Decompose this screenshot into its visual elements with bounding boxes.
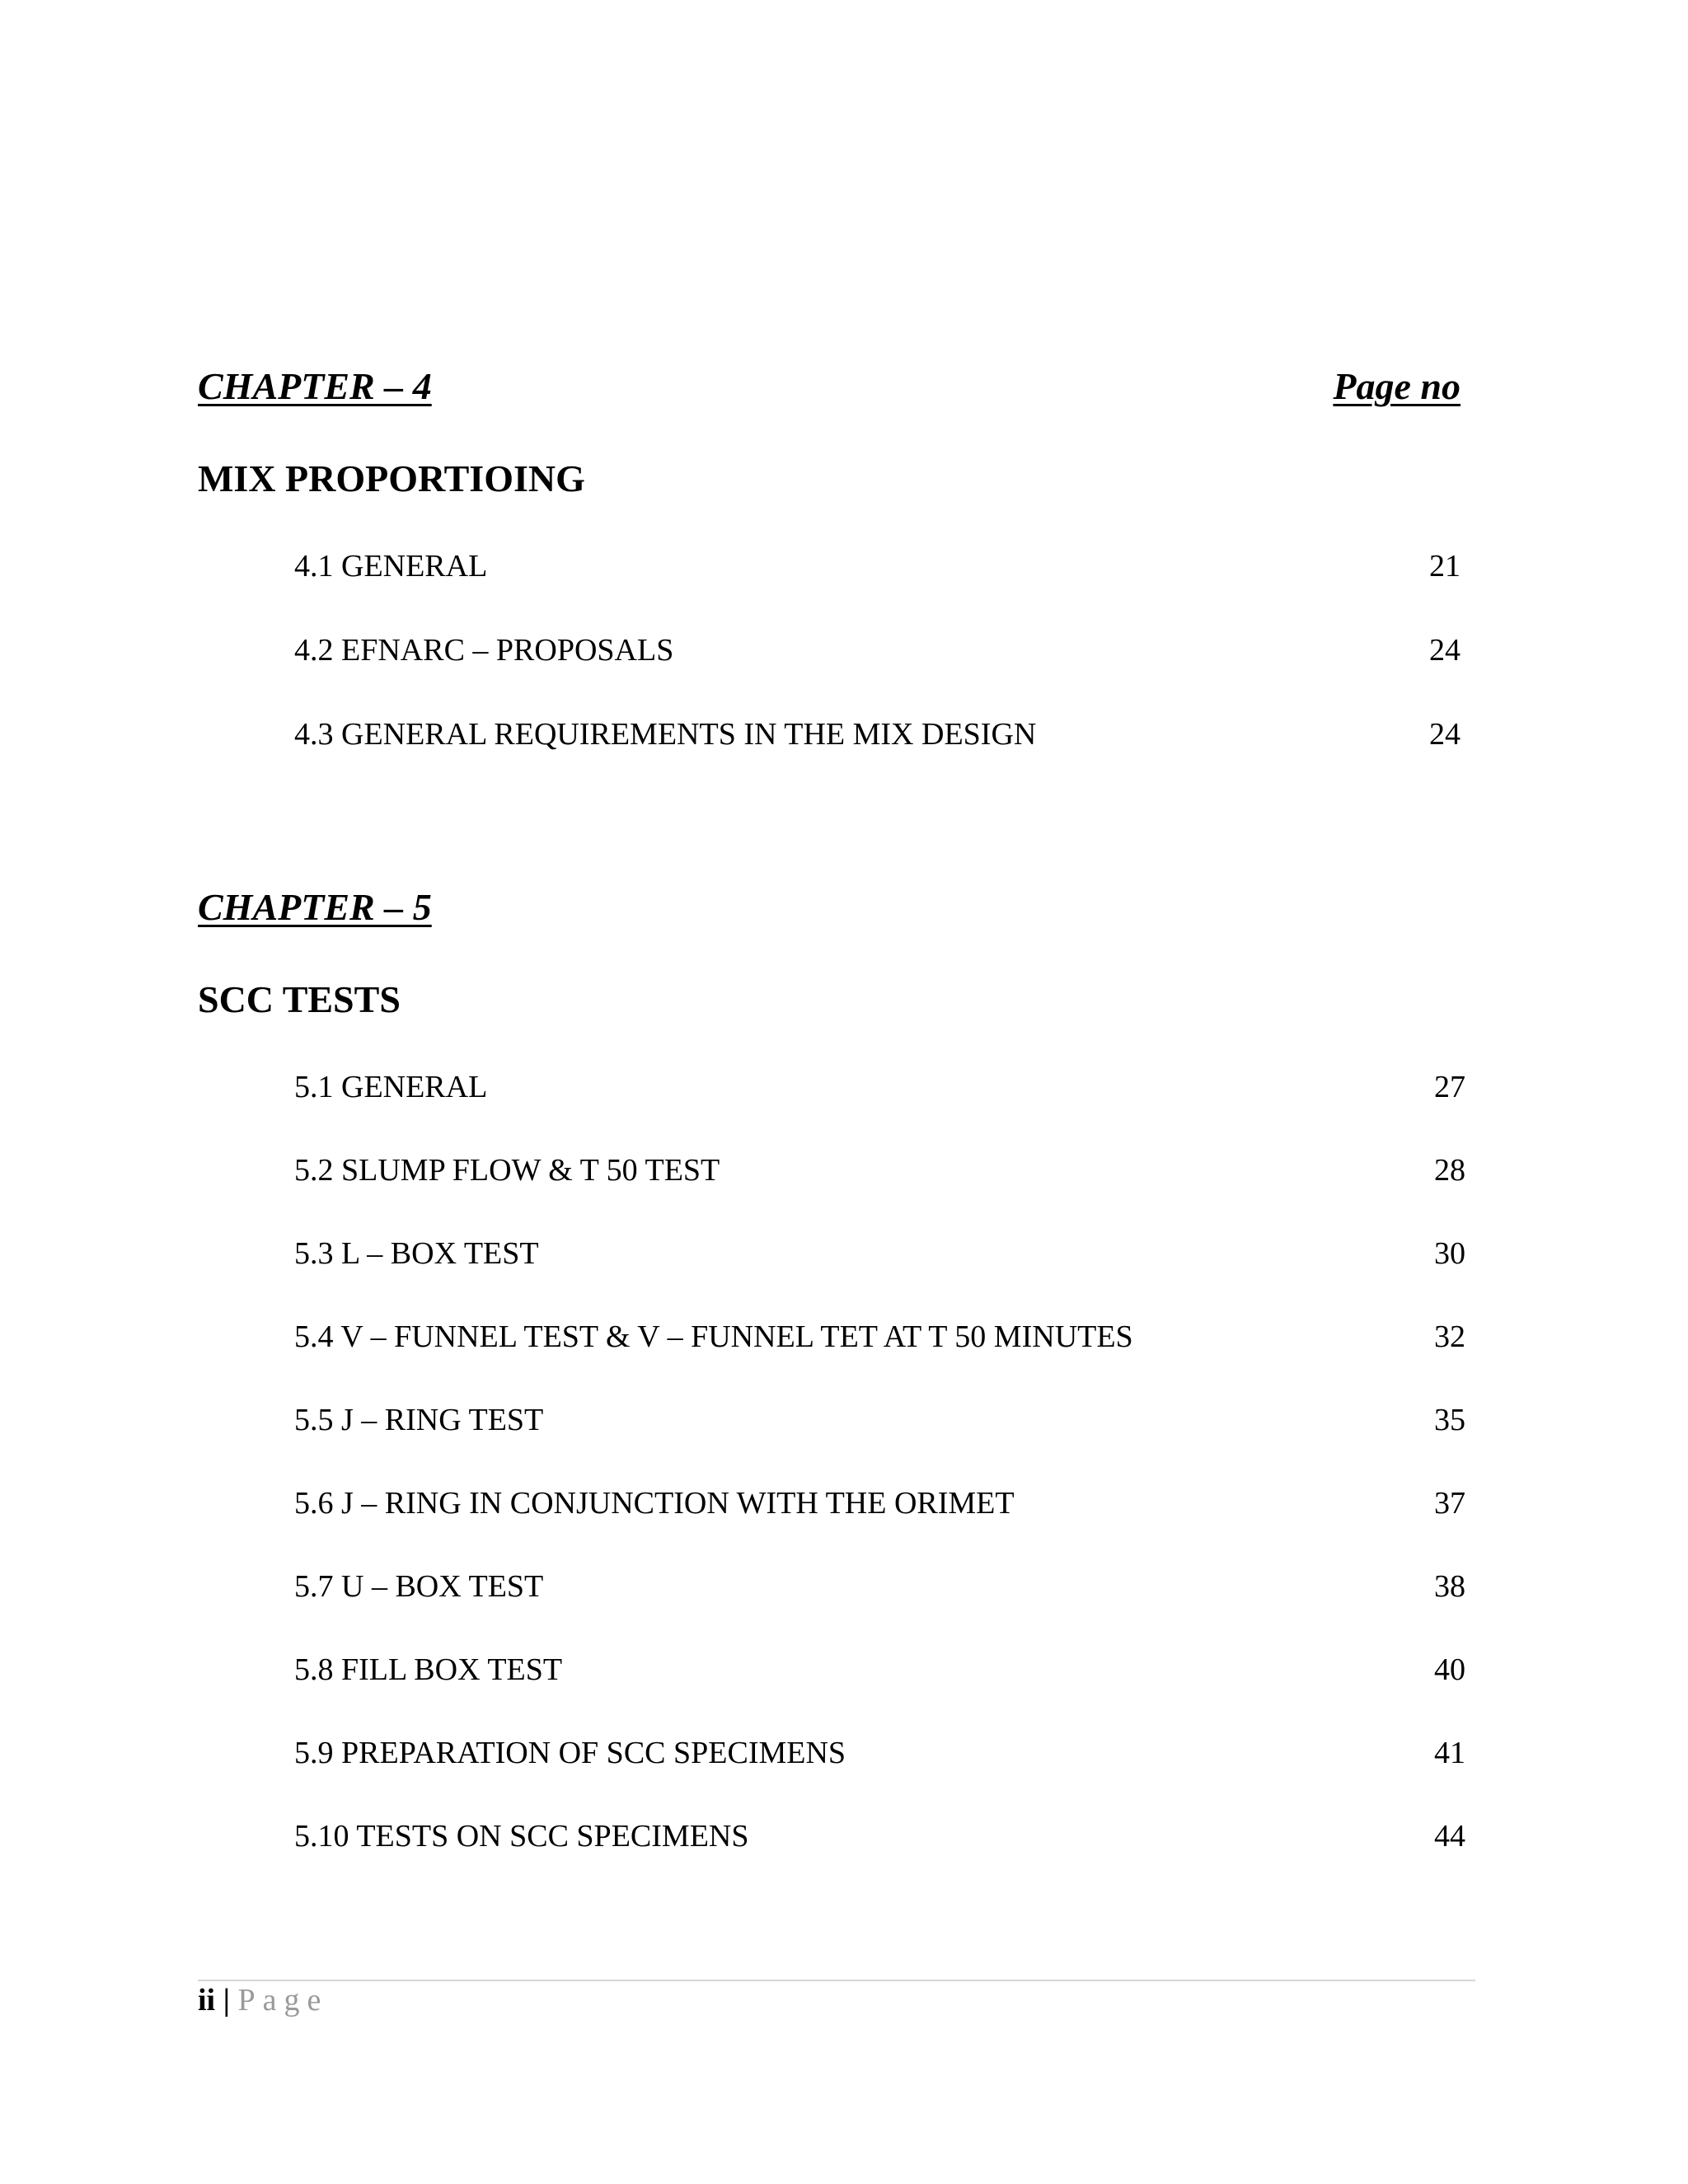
toc-page-5-10: 44 bbox=[1434, 1819, 1465, 1854]
toc-page-5-8: 40 bbox=[1434, 1652, 1465, 1687]
chapter-4-heading: CHAPTER – 4 bbox=[198, 365, 432, 407]
toc-page-4-3: 24 bbox=[1429, 717, 1461, 752]
toc-entry-5-6[interactable]: 5.6 J – RING IN CONJUNCTION WITH THE ORIMET bbox=[294, 1486, 1015, 1521]
toc-page-5-1: 27 bbox=[1434, 1070, 1465, 1104]
page-no-heading: Page no bbox=[1333, 365, 1461, 407]
toc-entry-5-10[interactable]: 5.10 TESTS ON SCC SPECIMENS bbox=[294, 1819, 749, 1854]
toc-entry-5-9[interactable]: 5.9 PREPARATION OF SCC SPECIMENS bbox=[294, 1736, 846, 1770]
footer-page-roman: ii bbox=[198, 1983, 216, 2018]
toc-page-5-2: 28 bbox=[1434, 1153, 1465, 1188]
footer-page-word: Page bbox=[237, 1983, 329, 2018]
toc-page-4-2: 24 bbox=[1429, 633, 1461, 668]
footer-divider bbox=[198, 1980, 1475, 1981]
chapter-5-title: SCC TESTS bbox=[198, 978, 401, 1020]
toc-page-4-1: 21 bbox=[1429, 549, 1461, 583]
toc-page-5-5: 35 bbox=[1434, 1403, 1465, 1437]
toc-entry-5-1[interactable]: 5.1 GENERAL bbox=[294, 1070, 488, 1104]
chapter-4-title: MIX PROPORTIOING bbox=[198, 457, 585, 499]
page-footer bbox=[198, 1985, 328, 2016]
toc-entry-5-4[interactable]: 5.4 V – FUNNEL TEST & V – FUNNEL TET AT T 50 MINUTES bbox=[294, 1319, 1133, 1354]
footer-separator: | bbox=[223, 1983, 230, 2018]
toc-page-5-9: 41 bbox=[1434, 1736, 1465, 1770]
toc-entry-4-1[interactable]: 4.1 GENERAL bbox=[294, 549, 488, 583]
toc-entry-5-7[interactable]: 5.7 U – BOX TEST bbox=[294, 1569, 544, 1604]
toc-page-5-6: 37 bbox=[1434, 1486, 1465, 1521]
toc-entry-4-2[interactable]: 4.2 EFNARC – PROPOSALS bbox=[294, 633, 674, 668]
chapter-5-heading: CHAPTER – 5 bbox=[198, 886, 432, 928]
toc-page-5-4: 32 bbox=[1434, 1319, 1465, 1354]
toc-entry-4-3[interactable]: 4.3 GENERAL REQUIREMENTS IN THE MIX DESIGN bbox=[294, 717, 1037, 752]
toc-page-5-3: 30 bbox=[1434, 1236, 1465, 1271]
toc-entry-5-5[interactable]: 5.5 J – RING TEST bbox=[294, 1403, 544, 1437]
toc-entry-5-8[interactable]: 5.8 FILL BOX TEST bbox=[294, 1652, 563, 1687]
toc-page-5-7: 38 bbox=[1434, 1569, 1465, 1604]
toc-entry-5-2[interactable]: 5.2 SLUMP FLOW & T 50 TEST bbox=[294, 1153, 720, 1188]
toc-entry-5-3[interactable]: 5.3 L – BOX TEST bbox=[294, 1236, 539, 1271]
